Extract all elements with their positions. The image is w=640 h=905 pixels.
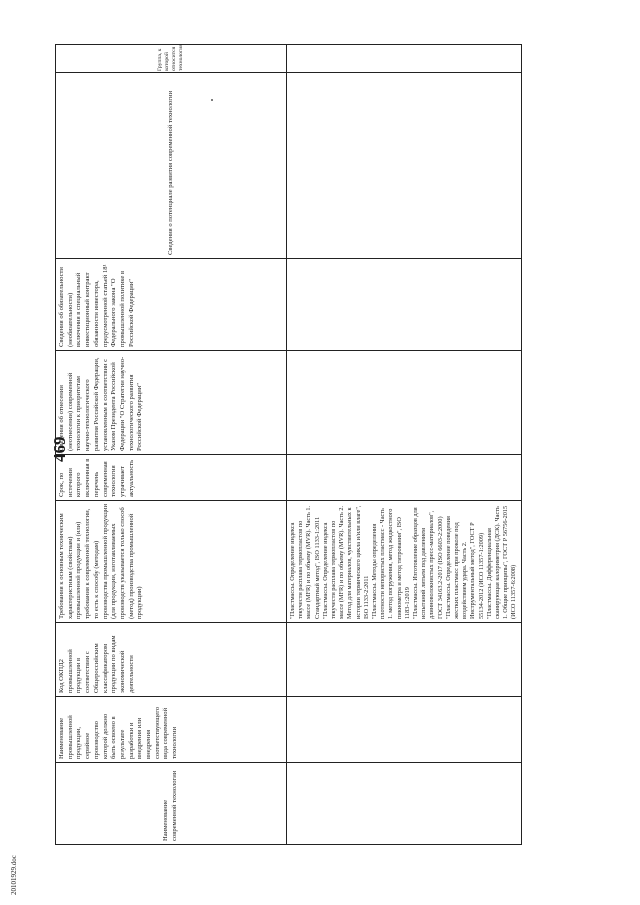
header-potential: Сведения о потенциале развития современной технологии xyxy=(56,73,287,259)
requirements-list xyxy=(289,504,519,619)
header-tech-name: Наименование современной технологии xyxy=(56,763,287,845)
cell-group xyxy=(287,45,522,73)
cell-potential xyxy=(287,73,522,259)
cell-okpd2 xyxy=(287,623,522,697)
cell-requirements xyxy=(287,501,522,623)
page-number: 469 xyxy=(50,436,69,462)
requirement-item: "Пластмассы. Определение поведения жестких пластмасс при проколе под воздействием удара. Часть 2. Инструментальный метод", ГОСТ Р 55134-2012 (ИСО 11357-1:2009) "Пластмассы. Дифференциальная сканирующая калориметрия (ДСК). Часть 1. Общие принципы", ГОСТ Р 56756-2015 (ИСО 11357-6:2008) xyxy=(444,505,518,619)
header-term: Срок, по истечении которого включенная в перечень современная технология утрачивает актуальность xyxy=(56,455,287,501)
header-requirements: Требования к основным техническим характеристикам (свойствам) промышленной продукции и (или) требования к современной технологии, то есть к способу (методам) производства промышленной продукции (для продукции, изготавливаемых производств указывается только способ (метод) производства промышленной продукции) xyxy=(56,501,287,623)
header-group: Группа, к которой относится технология xyxy=(56,45,287,73)
doc-id: 20101929.doc xyxy=(10,855,18,895)
rotated-table-wrapper xyxy=(55,44,518,845)
cell-obligations xyxy=(287,259,522,351)
header-priority: Сведения об отнесении (неотнесении) современной технологии к приоритетам научно-технологического развития Российской Федерации, установленным в соответствии с Указом Президента Российской Федерации "О Стратегии научно-технологического развития Российской Федерации" xyxy=(56,351,287,455)
cell-tech-name xyxy=(287,763,522,845)
requirement-item: "Пластмассы. Определение индекса текучести расплава термопластов по массе (MFR) и по объему (MVR). Часть 1. Стандартный метод", ISO 1133-1:2011 xyxy=(289,505,321,619)
requirement-item: "Пластмассы. Определение индекса текучести расплава термопластов по массе (MFR) и по объему (MVR). Часть 2. Метод для материалов, чувствительных к истории термического цикла и/или влаге", ISO 1133-2:2011 xyxy=(321,505,370,619)
requirement-item: "Пластмассы. Методы определения плотности непористых пластмасс - Часть 1. метод погружения, метод жидкостного пикнометра и метод титрования", ISO 1183-1:2019 xyxy=(371,508,411,619)
header-okpd2: Код ОКПД2 промышленной продукции в соответствии с Общероссийским классификатором продукции по видам экономической деятельности xyxy=(56,623,287,697)
requirement-item: "Пластмассы. Изготовление образцов для испытаний литьем под давлением длинноволокнистых пресс-материалов", ГОСТ 34163.2-2017 (ISO 6603-2:2000) xyxy=(412,507,444,619)
cell-priority xyxy=(287,351,522,455)
header-product-name: Наименование промышленной продукции, серийное производство которой должно быть освоено в результате разработки и внедрения или внедрения соответствующего вида современной технологии xyxy=(56,697,287,763)
table-row xyxy=(56,45,287,845)
technology-table xyxy=(55,44,522,845)
table-row xyxy=(287,45,522,845)
cell-product-name xyxy=(287,697,522,763)
header-obligations: Сведения об обязательности (необязательности) включения в специальный инвестиционный контракт обязанности инвестора, предусмотренной статьей 18¹ Федерального закона "О промышленной политике в Российской Федерации" xyxy=(56,259,287,351)
cell-term xyxy=(287,455,522,501)
